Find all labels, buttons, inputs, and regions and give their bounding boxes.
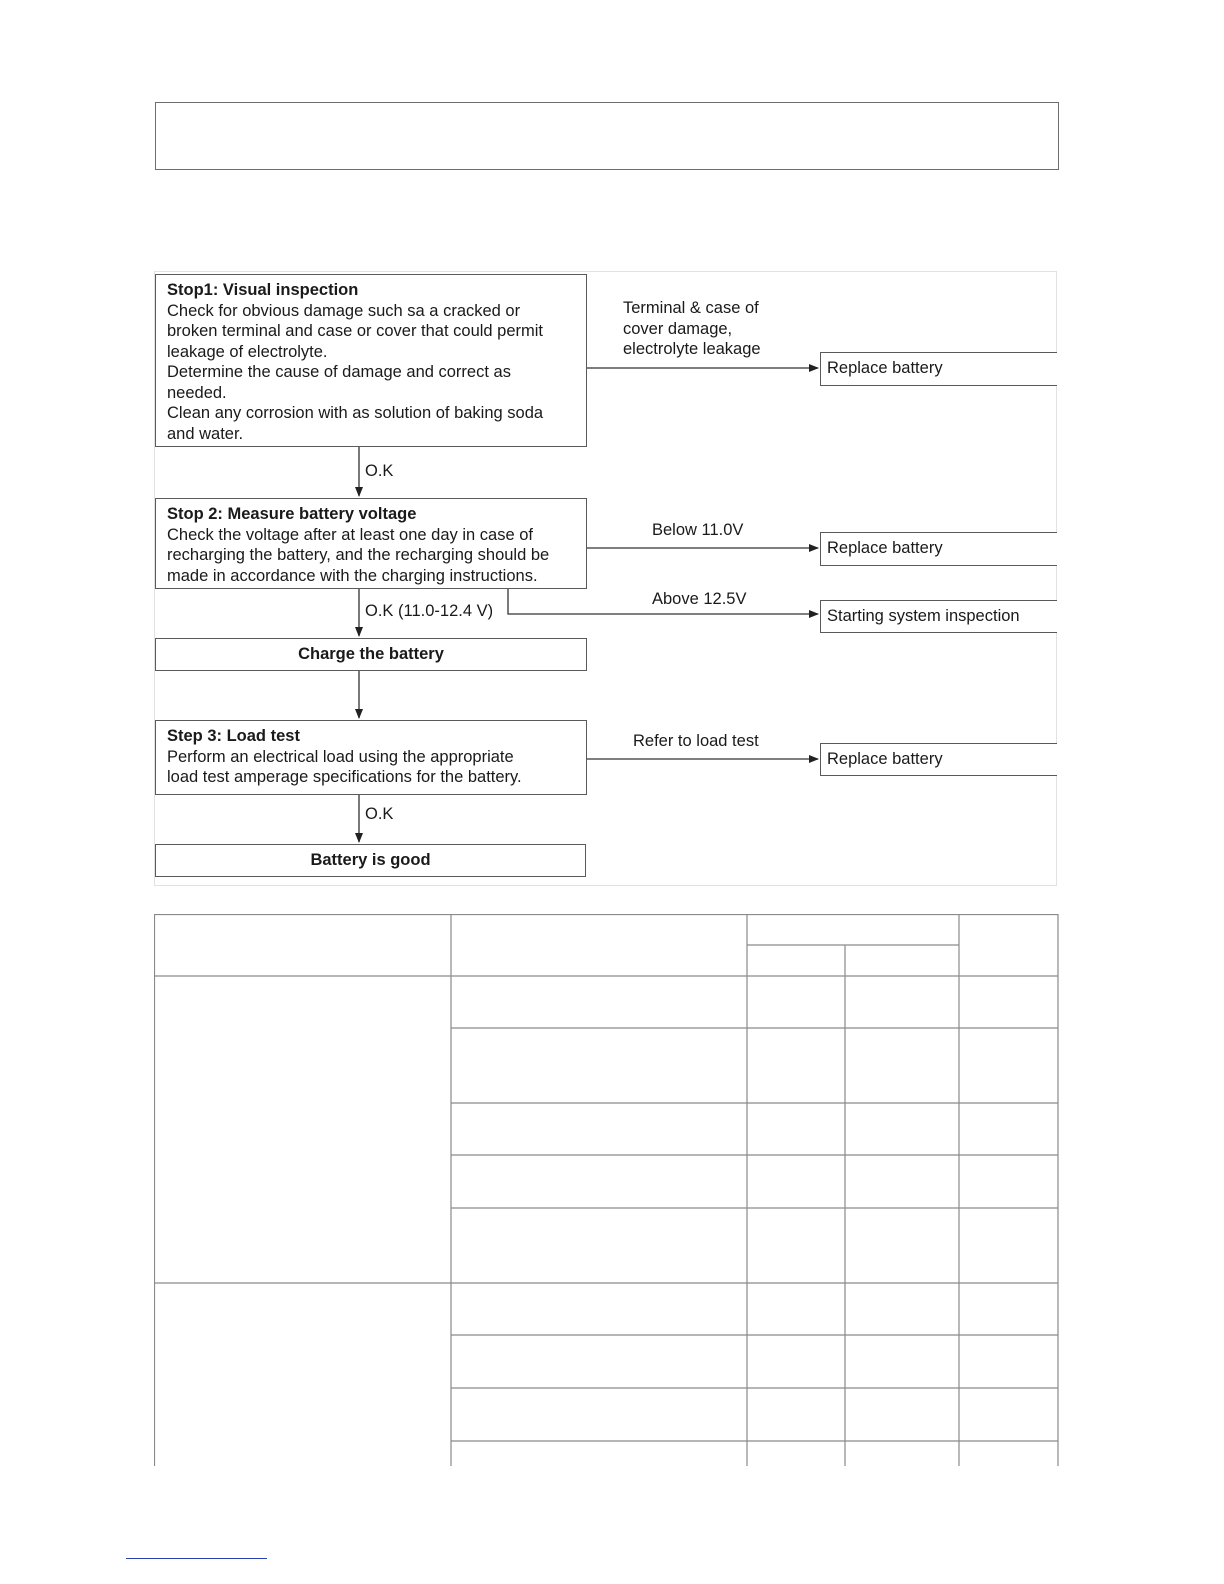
step1-line: Clean any corrosion with as solution of baking soda [167, 404, 544, 422]
charge-battery-box [155, 638, 587, 671]
starting-system-box [820, 600, 1057, 633]
step1-line: leakage of electrolyte. [167, 342, 328, 361]
battery-good-box [155, 844, 586, 877]
branch-label-line: cover damage, [623, 319, 733, 338]
step3-box [155, 720, 587, 795]
replace-battery-box-3 [820, 743, 1057, 776]
step1-line: broken terminal and case or cover that could permit [167, 322, 544, 340]
ok-label-1: O.K [365, 462, 394, 480]
step1-box [155, 274, 587, 447]
step1-title: Stop1: Visual inspection [167, 281, 359, 299]
step3-title: Step 3: Load test [167, 727, 300, 745]
step1-line: Check for obvious damage such sa a cracked or [167, 301, 521, 320]
step2-line: recharging the battery, and the recharging should be [167, 546, 550, 564]
replace-battery-label: Replace battery [827, 539, 943, 557]
step1-line: Determine the cause of damage and correct as [167, 363, 511, 381]
step1-branch-label [623, 298, 761, 360]
ok-label-3: O.K [365, 805, 394, 823]
step2-box [155, 498, 587, 589]
step1-line: and water. [167, 424, 244, 443]
step2-title: Stop 2: Measure battery voltage [167, 505, 417, 523]
ok-range-label: O.K (11.0-12.4 V) [365, 602, 494, 620]
replace-battery-box-1 [820, 352, 1057, 386]
starting-system-label: Starting system inspection [827, 607, 1020, 625]
replace-battery-label: Replace battery [827, 359, 943, 377]
replace-battery-label: Replace battery [827, 750, 943, 768]
refer-load-test-label: Refer to load test [633, 732, 759, 750]
replace-battery-box-2 [820, 532, 1057, 566]
branch-label-line: electrolyte leakage [623, 340, 761, 358]
step1-line: needed. [167, 383, 227, 402]
charge-battery-label: Charge the battery [298, 645, 444, 663]
branch-label-line: Terminal & case of [623, 299, 759, 317]
step3-line: load test amperage specifications for the battery. [167, 768, 522, 786]
below-voltage-label: Below 11.0V [652, 521, 744, 539]
battery-good-label: Battery is good [310, 851, 431, 869]
footer-link-underline [126, 1558, 267, 1559]
step2-line: made in accordance with the charging instructions. [167, 566, 538, 585]
step3-line: Perform an electrical load using the appropriate [167, 747, 514, 766]
spec-table [154, 914, 1059, 1466]
header-box [155, 102, 1059, 170]
above-voltage-label: Above 12.5V [652, 590, 747, 608]
step2-line: Check the voltage after at least one day in case of [167, 525, 533, 544]
